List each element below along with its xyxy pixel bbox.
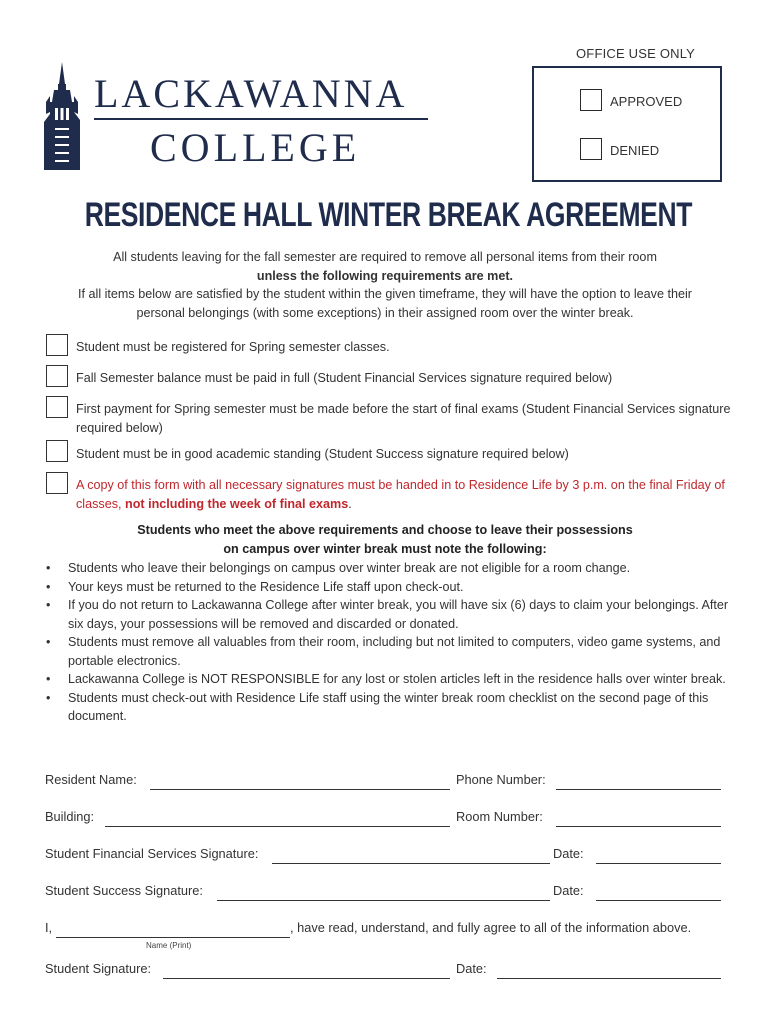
requirement-checkbox-5[interactable] <box>46 472 68 494</box>
rule-item: • Students must remove all valuables from their room, including but not limited to computers, video game systems, and portable electronics. <box>44 633 734 670</box>
agreement-prefix: I, <box>45 920 53 935</box>
agreement-statement: , have read, understand, and fully agree to all of the information above. <box>290 920 692 935</box>
deadline-exception: not including the week of final exams <box>125 496 349 511</box>
building-field[interactable] <box>105 826 450 827</box>
requirement-checkbox-4[interactable] <box>46 440 68 462</box>
requirement-text-1: Student must be registered for Spring semester classes. <box>76 340 390 354</box>
sfs-date-field[interactable] <box>596 863 721 864</box>
rule-item: • Lackawanna College is NOT RESPONSIBLE for any lost or stolen articles left in the residence halls over winter break. <box>44 670 734 689</box>
room-number-field[interactable] <box>556 826 721 827</box>
requirement-checkbox-2[interactable] <box>46 365 68 387</box>
subheading-line2: on campus over winter break must note the following: <box>223 541 547 556</box>
student-date-label: Date: <box>456 961 487 976</box>
requirement-checkbox-1[interactable] <box>46 334 68 356</box>
requirement-text-3: First payment for Spring semester must be made before the start of final exams (Student Financial Services signature required below) <box>76 402 731 435</box>
phone-number-label: Phone Number: <box>456 772 546 787</box>
intro-paragraph <box>40 248 730 322</box>
college-tower-logo <box>42 62 82 170</box>
document-title: RESIDENCE HALL WINTER BREAK AGREEMENT <box>84 196 693 234</box>
deadline-period: . <box>348 496 352 511</box>
logo-wordmark-line2: COLLEGE <box>150 125 361 170</box>
rule-item: • If you do not return to Lackawanna College after winter break, you will have six (6) days to claim your belongings. After six days, your possessions will be removed and discarded or donated. <box>44 596 734 633</box>
deadline-text: A copy of this form with all necessary signatures must be handed in to Residence Life by 3 p.m. on the final Friday of classes, <box>76 478 725 511</box>
sfs-signature-field[interactable] <box>272 863 550 864</box>
sfs-date-label: Date: <box>553 846 584 861</box>
intro-line3: If all items below are satisfied by the student within the given timeframe, they will have the option to leave their personal belongings (with some exceptions) in their assigned room over the winter break. <box>78 287 692 320</box>
success-signature-field[interactable] <box>217 900 550 901</box>
denied-label: DENIED <box>610 143 660 158</box>
requirement-text-2: Fall Semester balance must be paid in full (Student Financial Services signature required below) <box>76 371 613 385</box>
requirements-subheading <box>60 521 710 558</box>
phone-number-field[interactable] <box>556 789 721 790</box>
success-signature-label: Student Success Signature: <box>45 883 203 898</box>
print-name-caption: Name (Print) <box>146 941 192 950</box>
student-date-field[interactable] <box>497 978 721 979</box>
intro-line2: unless the following requirements are met. <box>256 268 514 283</box>
success-date-label: Date: <box>553 883 584 898</box>
rule-item: • Students who leave their belongings on campus over winter break are not eligible for a room change. <box>44 559 734 578</box>
logo-rule <box>94 118 428 120</box>
requirement-text-4: Student must be in good academic standing (Student Success signature required below) <box>76 447 569 461</box>
rule-item: • Students must check-out with Residence Life staff using the winter break room checklist on the second page of this document. <box>44 689 734 726</box>
denied-checkbox[interactable] <box>580 138 602 160</box>
subheading-line1: Students who meet the above requirements and choose to leave their possessions <box>137 523 633 537</box>
sfs-signature-label: Student Financial Services Signature: <box>45 846 259 861</box>
approved-label: APPROVED <box>610 94 683 109</box>
resident-name-label: Resident Name: <box>45 772 137 787</box>
print-name-field[interactable] <box>56 937 290 938</box>
winter-break-rules-list <box>44 559 734 726</box>
submission-deadline-note <box>76 476 736 513</box>
room-number-label: Room Number: <box>456 809 543 824</box>
student-signature-field[interactable] <box>163 978 450 979</box>
intro-line1: All students leaving for the fall semester are required to remove all personal items from their room <box>113 250 657 264</box>
building-label: Building: <box>45 809 95 824</box>
student-signature-label: Student Signature: <box>45 961 152 976</box>
office-use-label: OFFICE USE ONLY <box>576 46 696 61</box>
approved-checkbox[interactable] <box>580 89 602 111</box>
resident-name-field[interactable] <box>150 789 450 790</box>
logo-wordmark-line1: LACKAWANNA <box>94 71 408 116</box>
success-date-field[interactable] <box>596 900 721 901</box>
rule-item: • Your keys must be returned to the Residence Life staff upon check-out. <box>44 578 734 597</box>
requirement-checkbox-3[interactable] <box>46 396 68 418</box>
office-use-box <box>532 66 722 182</box>
